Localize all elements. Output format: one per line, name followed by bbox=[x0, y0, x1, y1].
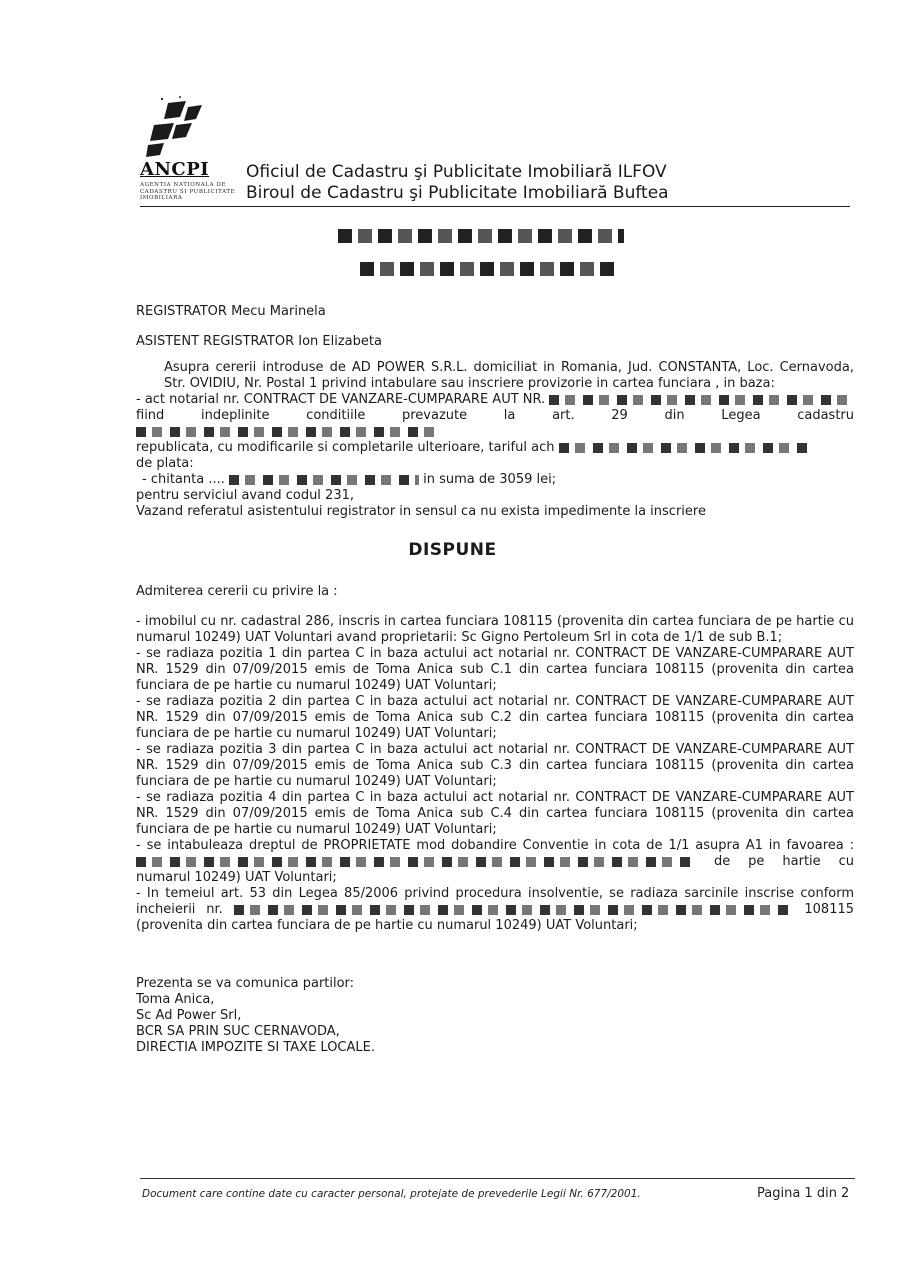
redacted-conclusion bbox=[234, 905, 794, 915]
redacted-title-line-1 bbox=[338, 229, 624, 243]
service-code: pentru serviciul avand codul 231, bbox=[136, 488, 354, 503]
footer-divider bbox=[140, 1178, 855, 1179]
list-item: - se radiaza pozitia 2 din partea C in baza actului act notarial nr. CONTRACT DE VANZARE-CUMPARARE AUT NR. 1529 din 07/09/2015 emis de Toma Anica sub C.2 din cartea funciara 108115 (provenita din cartea funciara de pe hartie cu numarul 10249) UAT Voluntari; bbox=[136, 694, 854, 741]
notarial-act-line bbox=[136, 392, 854, 408]
admission-label: Admiterea cererii cu privire la : bbox=[136, 584, 338, 599]
office-header bbox=[246, 162, 669, 204]
referral-text: Vazand referatul asistentului registrator in sensul ca nu exista impedimente la inscriere bbox=[136, 504, 706, 519]
assistant-registrator-name: ASISTENT REGISTRATOR Ion Elizabeta bbox=[136, 334, 382, 349]
insolvency-tail: 108115 (provenita din cartea funciara de pe hartie cu numarul 10249) UAT Voluntari; bbox=[136, 902, 855, 933]
items-list bbox=[136, 614, 854, 934]
receipt-line bbox=[136, 472, 854, 488]
republished-text: republicata, cu modificarile si completarile ulterioare, tariful ach bbox=[136, 440, 555, 455]
logo-subtitle: AGENTIA NATIONALA DE CADASTRU SI PUBLICITATE IMOBILIARA bbox=[140, 182, 236, 201]
logo-acronym: ANCPI bbox=[140, 159, 210, 180]
receipt-label: - chitanta .... bbox=[142, 472, 225, 487]
payment-label: de plata: bbox=[136, 456, 194, 471]
request-paragraph bbox=[136, 360, 854, 520]
registration-text: - se intabuleaza dreptul de PROPRIETATE mod dobandire Conventie in cota de 1/1 asupra A1 in favoarea : bbox=[136, 838, 854, 853]
header-divider bbox=[140, 206, 850, 207]
republished-line bbox=[136, 440, 854, 456]
redacted-law bbox=[136, 427, 436, 437]
page-number: Pagina 1 din 2 bbox=[757, 1186, 850, 1201]
dispune-heading: DISPUNE bbox=[408, 540, 497, 560]
redacted-receipt bbox=[229, 475, 419, 485]
list-item: - imobilul cu nr. cadastral 286, inscris in cartea funciara 108115 (provenita din cartea funciara de pe hartie cu numarul 10249) UAT Voluntari avand proprietarii: Sc Gigno Pertoleum Srl in cota de 1/1 de sub B.1; bbox=[136, 614, 854, 645]
redacted-beneficiary bbox=[136, 857, 696, 867]
redacted-tariff bbox=[559, 443, 809, 453]
communication-title: Prezenta se va comunica partilor: bbox=[136, 976, 355, 991]
communication-block bbox=[136, 976, 854, 1056]
admission-label-block bbox=[136, 584, 854, 600]
party-item: Sc Ad Power Srl, bbox=[136, 1008, 242, 1023]
list-item bbox=[136, 838, 854, 886]
office-line-1: Oficiul de Cadastru şi Publicitate Imobiliară ILFOV bbox=[246, 162, 667, 182]
redacted-title-line-2 bbox=[360, 262, 614, 276]
registration-tail: de pe hartie cu numarul 10249) UAT Voluntari; bbox=[136, 854, 854, 885]
list-item: - se radiaza pozitia 3 din partea C in baza actului act notarial nr. CONTRACT DE VANZARE-CUMPARARE AUT NR. 1529 din 07/09/2015 emis de Toma Anica sub C.3 din cartea funciara 108115 (provenita din cartea funciara de pe hartie cu numarul 10249) UAT Voluntari; bbox=[136, 742, 854, 789]
conditions-text: fiind indeplinite conditiile prevazute la art. 29 din Legea cadastru bbox=[136, 408, 854, 423]
redacted-act-number bbox=[549, 395, 849, 405]
logo-text bbox=[140, 160, 240, 202]
privacy-notice: Document care contine date cu caracter personal, protejate de prevederile Legii Nr. 677/2001. bbox=[142, 1188, 641, 1200]
request-text: Asupra cererii introduse de AD POWER S.R.L. domiciliat in Romania, Jud. CONSTANTA, Loc. Cernavoda, Str. OVIDIU, Nr. Postal 1 privind intabulare sau inscriere provizorie in cartea funciara , in baza: bbox=[164, 360, 854, 391]
list-item bbox=[136, 886, 854, 934]
conditions-line bbox=[136, 408, 854, 440]
ancpi-logo-icon bbox=[140, 95, 210, 165]
party-item: DIRECTIA IMPOZITE SI TAXE LOCALE. bbox=[136, 1040, 375, 1055]
party-item: BCR SA PRIN SUC CERNAVODA, bbox=[136, 1024, 340, 1039]
list-item: - se radiaza pozitia 4 din partea C in baza actului act notarial nr. CONTRACT DE VANZARE-CUMPARARE AUT NR. 1529 din 07/09/2015 emis de Toma Anica sub C.4 din cartea funciara 108115 (provenita din cartea funciara de pe hartie cu numarul 10249) UAT Voluntari; bbox=[136, 790, 854, 837]
receipt-amount: in suma de 3059 lei; bbox=[423, 472, 557, 487]
registrators bbox=[136, 304, 854, 350]
party-item: Toma Anica, bbox=[136, 992, 215, 1007]
office-line-2: Biroul de Cadastru şi Publicitate Imobiliară Buftea bbox=[246, 183, 669, 203]
notarial-act-text: - act notarial nr. CONTRACT DE VANZARE-CUMPARARE AUT NR. bbox=[136, 392, 546, 407]
insolvency-text: - In temeiul art. 53 din Legea 85/2006 privind procedura insolventie, se radiaza sarcinile inscrise conform incheierii nr. bbox=[136, 886, 854, 917]
list-item: - se radiaza pozitia 1 din partea C in baza actului act notarial nr. CONTRACT DE VANZARE-CUMPARARE AUT NR. 1529 din 07/09/2015 emis de Toma Anica sub C.1 din cartea funciara 108115 (provenita din cartea funciara de pe hartie cu numarul 10249) UAT Voluntari; bbox=[136, 646, 854, 693]
registrator-name: REGISTRATOR Mecu Marinela bbox=[136, 304, 326, 319]
